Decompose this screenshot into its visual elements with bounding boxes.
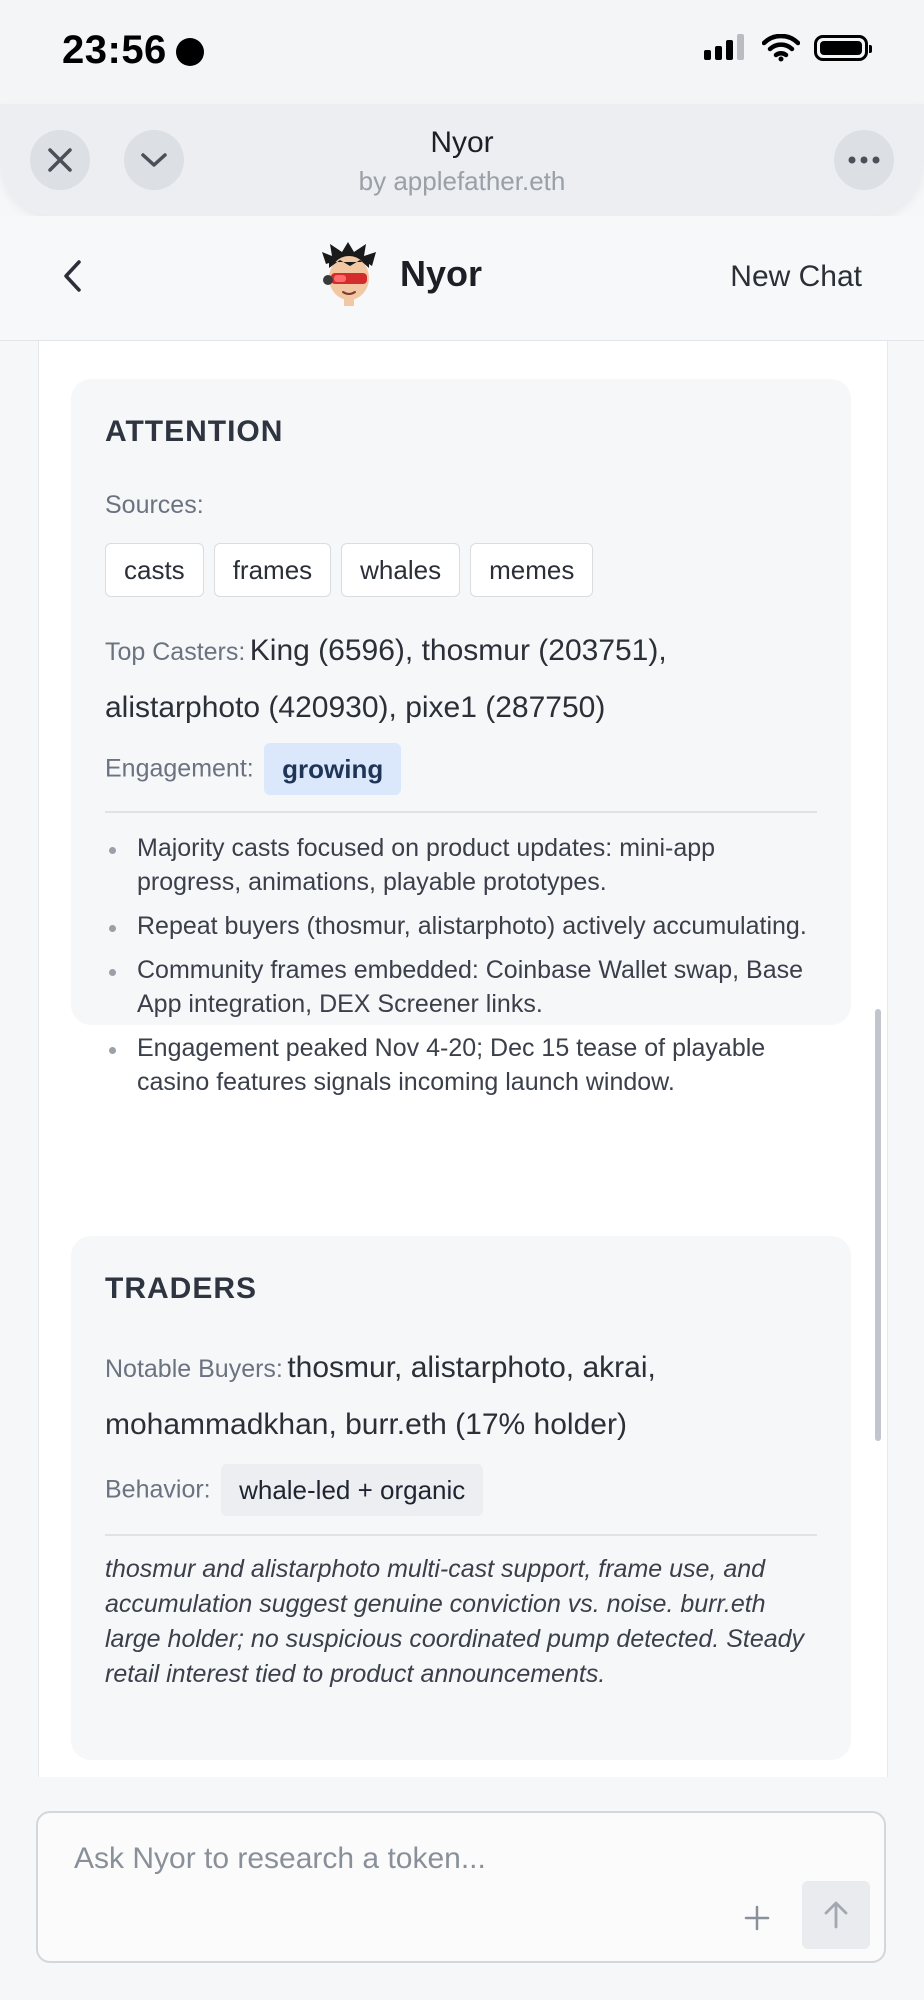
traders-note: thosmur and alistarphoto multi-cast support, frame use, and accumulation suggest genuine conviction vs. noise. burr.eth large holder; no suspicious coordinated pump detected. Steady retail interest tied to product announcements. — [105, 1555, 805, 1688]
miniapp-header — [0, 104, 924, 216]
top-casters-label: Top Casters: — [105, 638, 246, 666]
new-chat-button[interactable]: New Chat — [730, 260, 862, 293]
status-icons — [704, 34, 868, 62]
composer-area — [0, 1777, 924, 2000]
top-casters-line1: King (6596), thosmur (203751), — [249, 634, 667, 667]
more-icon — [848, 156, 880, 164]
miniapp-author: by applefather.eth — [358, 166, 566, 196]
traders-heading: TRADERS — [105, 1272, 258, 1305]
signal-icon — [704, 34, 748, 62]
attention-divider — [105, 811, 817, 813]
attach-button[interactable] — [734, 1895, 780, 1941]
traders-card — [71, 1236, 851, 1760]
source-chips — [105, 543, 593, 597]
sources-row — [105, 491, 817, 520]
notable-buyers — [105, 1342, 817, 1456]
engagement-label: Engagement: — [105, 754, 254, 783]
attention-heading: ATTENTION — [105, 415, 284, 448]
message-input[interactable] — [72, 1841, 776, 1877]
plus-icon — [744, 1905, 770, 1931]
top-casters-line2: alistarphoto (420930), pixe1 (287750) — [105, 691, 606, 724]
chat-title-group — [320, 242, 482, 306]
send-button[interactable] — [802, 1881, 870, 1949]
engagement-badge: growing — [264, 743, 401, 795]
notable-buyers-line2: mohammadkhan, burr.eth (17% holder) — [105, 1408, 627, 1441]
source-chip: whales — [341, 543, 460, 597]
back-button[interactable] — [48, 252, 96, 300]
engagement-row — [105, 743, 817, 795]
traders-divider — [105, 1534, 817, 1536]
back-icon — [61, 259, 83, 293]
behavior-badge: whale-led + organic — [221, 1464, 483, 1516]
status-bar — [0, 0, 924, 104]
list-item: Repeat buyers (thosmur, alistarphoto) actively accumulating. — [105, 909, 811, 943]
source-chip: casts — [105, 543, 204, 597]
avatar — [320, 242, 378, 306]
top-casters — [105, 625, 817, 739]
message-container — [38, 341, 888, 1777]
attention-card — [71, 379, 851, 1096]
list-item: Engagement peaked Nov 4-20; Dec 15 tease of playable casino features signals incoming launch window. — [105, 1031, 811, 1099]
chat-title: Nyor — [400, 253, 483, 294]
recording-dot-icon — [176, 38, 204, 66]
source-chip: memes — [470, 543, 593, 597]
send-arrow-icon — [823, 1900, 849, 1930]
status-time: 23:56 — [62, 28, 167, 72]
wifi-icon — [762, 34, 800, 62]
scrollbar[interactable] — [875, 1009, 881, 1441]
miniapp-title: Nyor — [430, 126, 494, 159]
notable-buyers-line1: thosmur, alistarphoto, akrai, — [287, 1351, 656, 1384]
list-item: Majority casts focused on product updates: mini-app progress, animations, playable prototypes. — [105, 831, 811, 899]
behavior-row — [105, 1464, 817, 1516]
chat-nav-bar — [0, 216, 924, 341]
more-button[interactable] — [834, 130, 894, 190]
source-chip: frames — [214, 543, 331, 597]
notable-buyers-label: Notable Buyers: — [105, 1355, 283, 1383]
message-composer — [36, 1811, 886, 1963]
list-item: Community frames embedded: Coinbase Wallet swap, Base App integration, DEX Screener links. — [105, 953, 811, 1021]
battery-icon — [814, 35, 868, 61]
attention-bullets — [105, 831, 811, 1109]
behavior-label: Behavior: — [105, 1475, 211, 1504]
chat-scroll-area[interactable] — [0, 341, 924, 1777]
sources-label: Sources: — [105, 491, 204, 519]
